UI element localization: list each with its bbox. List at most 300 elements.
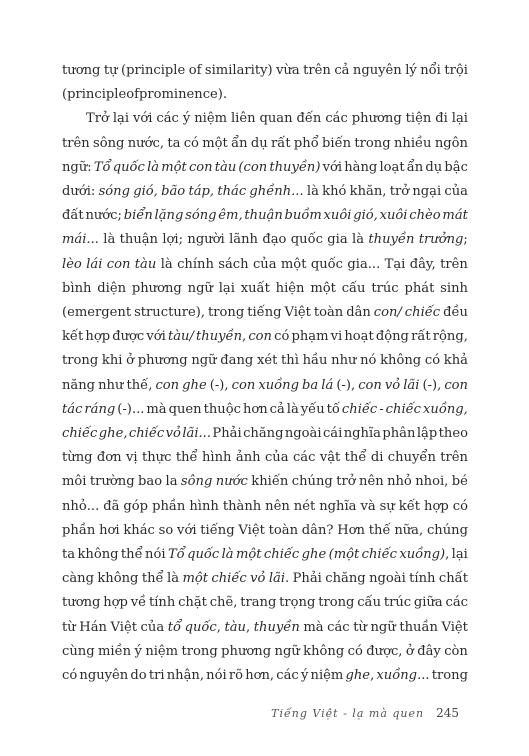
text-line <box>62 616 468 640</box>
word: liên <box>230 111 256 127</box>
word: (-), <box>422 377 442 393</box>
word: do <box>130 668 147 684</box>
word: xuôi <box>379 208 408 224</box>
word: di <box>370 450 384 466</box>
word: ghe <box>182 377 207 393</box>
word: bao <box>138 474 163 490</box>
word: chiếc <box>385 401 422 417</box>
word: Việt <box>284 305 311 321</box>
word: ngoài <box>369 571 406 587</box>
word: tiếng <box>200 522 235 538</box>
word: với <box>322 159 343 175</box>
word: xuôi <box>323 208 352 224</box>
word: vừa <box>276 63 300 78</box>
word: chẽ, <box>209 595 238 611</box>
word: diện <box>97 280 127 296</box>
word: chúng <box>426 522 468 538</box>
word: trội <box>444 63 468 78</box>
word: có <box>424 353 441 369</box>
word: đây <box>417 643 441 659</box>
word: đạo <box>262 232 287 248</box>
word: lặng <box>154 208 184 224</box>
word: có <box>347 643 363 659</box>
word: tàu <box>134 256 157 272</box>
word: ý <box>182 111 191 127</box>
word: sóng <box>185 208 217 224</box>
word: chiếc <box>211 571 247 587</box>
word: hơi <box>99 522 120 538</box>
word: trong <box>431 668 468 684</box>
word: khác <box>123 522 155 538</box>
word: xuồng), <box>399 547 450 563</box>
text-line <box>62 543 468 567</box>
word: hầu <box>302 353 328 369</box>
word: rõ <box>228 668 244 684</box>
word: vỏ <box>165 426 181 442</box>
word: (con <box>238 159 268 175</box>
word: thể <box>344 450 367 466</box>
word: ta <box>167 135 181 151</box>
word: được <box>112 329 145 345</box>
word: từ <box>62 619 76 635</box>
word: quốc <box>112 159 145 175</box>
word: nói <box>206 668 227 684</box>
word: tự <box>103 63 118 78</box>
word: trong <box>62 353 99 369</box>
word: của <box>264 450 289 466</box>
word: Việt <box>238 522 265 538</box>
word: nguyên <box>79 668 129 684</box>
word: xuất <box>240 280 270 296</box>
word: ta <box>62 547 76 563</box>
word: chiếc <box>361 547 397 563</box>
word: thành <box>222 498 262 514</box>
word: khó <box>322 184 347 200</box>
word: trang <box>240 595 277 611</box>
word: là <box>221 547 234 563</box>
word: Tại <box>384 256 406 272</box>
word: trường <box>89 474 135 490</box>
word: đây, <box>409 256 436 272</box>
word: giữa <box>413 595 443 611</box>
word: phương <box>221 643 272 659</box>
text-line <box>62 180 468 204</box>
word: chặt <box>178 595 207 611</box>
word: quốc <box>290 232 323 248</box>
text-line <box>62 132 468 156</box>
word: sách <box>218 256 249 272</box>
word: hơn <box>242 401 268 417</box>
word: con <box>155 377 180 393</box>
word: lợi; <box>162 232 184 248</box>
word: ngôn <box>434 135 468 151</box>
word: một <box>161 159 187 175</box>
word: similarity) <box>204 63 273 78</box>
word: nổi <box>420 63 441 78</box>
word: trên <box>440 256 468 272</box>
word: ráng <box>84 401 116 417</box>
word: khi <box>101 353 123 369</box>
word: môi <box>62 474 87 490</box>
word: - <box>379 401 384 417</box>
word: nghĩa <box>343 426 381 442</box>
word: toàn <box>268 522 299 538</box>
word: ngữ <box>370 619 396 635</box>
word: Phải <box>292 571 322 587</box>
word: nhỏ <box>387 474 412 490</box>
word: thì <box>281 353 299 369</box>
word: các <box>325 111 348 127</box>
word: ngữ <box>187 280 213 296</box>
word: lèo <box>62 256 82 272</box>
word: (-), <box>336 377 356 393</box>
word: đang <box>220 353 254 369</box>
text-line <box>62 156 468 180</box>
word: hoạt <box>344 329 374 345</box>
text-line <box>62 325 468 349</box>
word: niệm <box>194 111 227 127</box>
word: of <box>126 87 139 103</box>
word: tàu/ <box>167 329 194 345</box>
word: khăn, <box>349 184 387 200</box>
word: thể <box>175 450 198 466</box>
word: còn <box>444 643 468 659</box>
word: miền <box>98 643 132 659</box>
word: con <box>231 377 256 393</box>
word: gia <box>327 232 348 248</box>
word: chính <box>177 256 214 272</box>
word: từ <box>353 619 367 635</box>
word: ngoài <box>284 426 322 442</box>
word: ghe <box>301 547 327 563</box>
word: ngại <box>412 184 442 200</box>
word: sóng <box>98 184 130 200</box>
text-line <box>62 470 468 494</box>
text-line <box>62 204 468 228</box>
word: là <box>103 232 116 248</box>
word: trên <box>440 450 468 466</box>
word: phổ <box>293 135 319 151</box>
word: ẩn <box>231 135 248 151</box>
word: prominence). <box>138 87 228 103</box>
word: nói <box>145 547 166 563</box>
word: theo <box>438 426 468 442</box>
word: trên <box>62 135 90 151</box>
word: chăng <box>243 426 284 442</box>
text-line <box>62 567 468 591</box>
word: không <box>303 643 345 659</box>
word: ba <box>302 377 319 393</box>
word: sông <box>93 135 125 151</box>
text-line <box>62 277 468 301</box>
text-line <box>62 374 468 398</box>
word: trưởng; <box>418 232 468 248</box>
word: nét <box>293 498 316 514</box>
word: các <box>276 668 299 684</box>
word: thác <box>217 184 247 200</box>
word: trong <box>318 595 355 611</box>
word: thực <box>141 450 172 466</box>
word: quốc <box>187 547 220 563</box>
word: dụ <box>425 159 443 175</box>
word: một <box>202 135 228 151</box>
word: không <box>77 547 119 563</box>
word: và <box>360 498 376 514</box>
word: ghe, <box>98 426 128 442</box>
word: mà <box>146 401 167 417</box>
word: cả <box>269 401 285 417</box>
word: của <box>140 619 165 635</box>
word: lá <box>321 377 334 393</box>
word: các <box>156 111 179 127</box>
word: lập <box>416 426 438 442</box>
word: nữa, <box>394 522 424 538</box>
word: là <box>147 159 160 175</box>
text-line <box>62 107 468 131</box>
word: (-)... <box>117 401 145 417</box>
word: thể <box>141 571 164 587</box>
word: đất <box>62 208 84 224</box>
word: chiếc <box>263 547 300 563</box>
word: vỏ <box>250 571 266 587</box>
word: phân <box>382 426 416 442</box>
word: trong <box>208 305 245 321</box>
word: của <box>444 184 468 200</box>
word: gió, <box>133 184 158 200</box>
word: nước; <box>85 208 122 224</box>
word: Trở <box>86 111 109 127</box>
word: hơn, <box>245 668 275 684</box>
word: lãi... <box>182 426 211 442</box>
word: chiếc <box>404 305 441 321</box>
word: khả <box>443 353 468 369</box>
word: cùng <box>62 643 95 659</box>
word: structure), <box>134 305 206 321</box>
body-text <box>62 59 468 688</box>
word: bậc <box>444 159 468 175</box>
word: mái... <box>62 232 99 248</box>
word: thuyền <box>253 619 300 635</box>
word: nước <box>215 474 248 490</box>
word: niệm <box>310 668 344 684</box>
word: nó <box>360 353 377 369</box>
word: ẩn <box>406 159 424 175</box>
word: tương <box>62 63 101 78</box>
text-line <box>62 446 468 470</box>
word: nên <box>359 474 384 490</box>
word: (principle <box>62 87 127 103</box>
word: phạm <box>291 329 329 345</box>
word: trúc <box>371 280 399 296</box>
word: Phải <box>212 426 242 442</box>
word: con <box>358 377 382 393</box>
word: phương <box>137 353 188 369</box>
word: Hán <box>79 619 107 635</box>
word: rất <box>271 135 291 151</box>
word: hợp <box>103 595 128 611</box>
word: một <box>182 571 208 587</box>
word: (-), <box>209 377 229 393</box>
word: phần <box>62 522 96 538</box>
word: lãi <box>403 377 420 393</box>
word: chiếc <box>62 426 98 442</box>
word: các <box>327 619 350 635</box>
word: thế <box>368 522 391 538</box>
word: of <box>188 63 202 78</box>
word: với <box>132 111 153 127</box>
page-number: 245 <box>436 706 459 720</box>
word: Việt <box>441 619 468 635</box>
word: Hơn <box>337 522 365 538</box>
word: gia... <box>347 256 381 272</box>
word: được, <box>366 643 403 659</box>
word: bé <box>451 474 468 490</box>
word: tri <box>148 668 165 684</box>
word: ảnh <box>235 450 261 466</box>
word: sông <box>180 474 213 490</box>
word: con/ <box>373 305 402 321</box>
word: một <box>235 547 262 563</box>
word: là <box>167 571 180 587</box>
word: bão <box>161 184 186 200</box>
word: ghe, <box>345 668 375 684</box>
word: thuộc <box>203 401 241 417</box>
word: thuận <box>119 232 158 248</box>
word: tương <box>62 595 101 611</box>
text-line <box>62 59 468 83</box>
text-line <box>62 228 468 252</box>
word: nghĩa <box>319 498 357 514</box>
word: (emergent <box>62 305 132 321</box>
word: đã <box>103 498 120 514</box>
word: vỏ <box>384 377 401 393</box>
word: so <box>158 522 174 538</box>
word: trở <box>336 474 356 490</box>
word: động <box>375 329 409 345</box>
text-line <box>62 519 468 543</box>
word: hợp <box>85 329 111 345</box>
word: xét <box>256 353 278 369</box>
word: phương <box>131 280 182 296</box>
word: tính <box>409 571 436 587</box>
word: nhận, <box>166 668 204 684</box>
word: ghềnh... <box>249 184 304 200</box>
word: tổ <box>167 619 181 635</box>
word: dân? <box>301 522 334 538</box>
word: Tổ <box>93 159 111 175</box>
word: là <box>286 401 299 417</box>
word: không <box>380 353 422 369</box>
word: hợp <box>424 498 449 514</box>
word: con <box>106 256 131 272</box>
word: rất <box>411 329 431 345</box>
word: thuần <box>399 619 438 635</box>
word: ở <box>126 353 135 369</box>
word: rộng, <box>432 329 468 345</box>
word: đều <box>443 305 468 321</box>
text-line <box>62 591 468 615</box>
word: vi <box>330 329 343 345</box>
word: trong <box>181 643 218 659</box>
word: táp, <box>188 184 215 200</box>
word: chiếc <box>341 401 378 417</box>
word: phát <box>404 280 435 296</box>
word: nhoi, <box>415 474 449 490</box>
word: êm, <box>218 208 243 224</box>
word: xuồng, <box>423 401 468 417</box>
word: bình <box>62 280 92 296</box>
word: toàn <box>313 305 344 321</box>
word: với <box>177 522 197 538</box>
word: về <box>130 595 147 611</box>
word: hình <box>189 498 219 514</box>
word: biến <box>322 135 352 151</box>
word: thuyền <box>368 232 415 248</box>
word: cấu <box>357 595 382 611</box>
word: con <box>248 329 272 345</box>
word: xuồng <box>258 377 299 393</box>
word: có <box>183 135 199 151</box>
word: ở <box>405 643 414 659</box>
word: nhiều <box>393 135 432 151</box>
word: tố <box>326 401 340 417</box>
word: Tổ <box>167 547 185 563</box>
word: lại <box>112 111 130 127</box>
word: là <box>160 256 173 272</box>
word: như <box>98 377 124 393</box>
word: người <box>187 232 225 248</box>
word: một <box>280 256 307 272</box>
word: trên <box>303 63 331 78</box>
word: nước, <box>127 135 164 151</box>
word: thể <box>120 547 143 563</box>
word: dân <box>346 305 371 321</box>
word: yếu <box>300 401 325 417</box>
word: có <box>274 329 290 345</box>
word: gió, <box>353 208 378 224</box>
word: từng <box>62 450 93 466</box>
word: ngữ <box>274 643 300 659</box>
word: nguyên <box>352 63 402 78</box>
word: chuyển <box>387 450 436 466</box>
text-line <box>62 349 468 373</box>
word: con <box>188 159 213 175</box>
word: chèo <box>409 208 441 224</box>
word: phương <box>351 111 402 127</box>
word: sinh <box>440 280 468 296</box>
word: cái <box>322 426 343 442</box>
word: lái <box>86 256 103 272</box>
word: các <box>445 595 468 611</box>
word: nên <box>265 498 290 514</box>
text-line <box>62 664 468 688</box>
word: một <box>310 280 336 296</box>
word: như <box>331 353 357 369</box>
word: kết <box>62 329 84 345</box>
word: tàu <box>214 159 237 175</box>
word: chiếc <box>128 426 165 442</box>
word: thuận <box>244 208 283 224</box>
word: hiện <box>275 280 305 296</box>
word: niệm <box>145 643 179 659</box>
word: càng <box>62 571 94 587</box>
word: lại <box>218 280 235 296</box>
running-title: Tiếng Việt - lạ mà quen <box>271 707 425 720</box>
word: năng <box>62 377 96 393</box>
text-line <box>62 301 468 325</box>
text-line <box>62 495 468 519</box>
word: của <box>252 256 277 272</box>
